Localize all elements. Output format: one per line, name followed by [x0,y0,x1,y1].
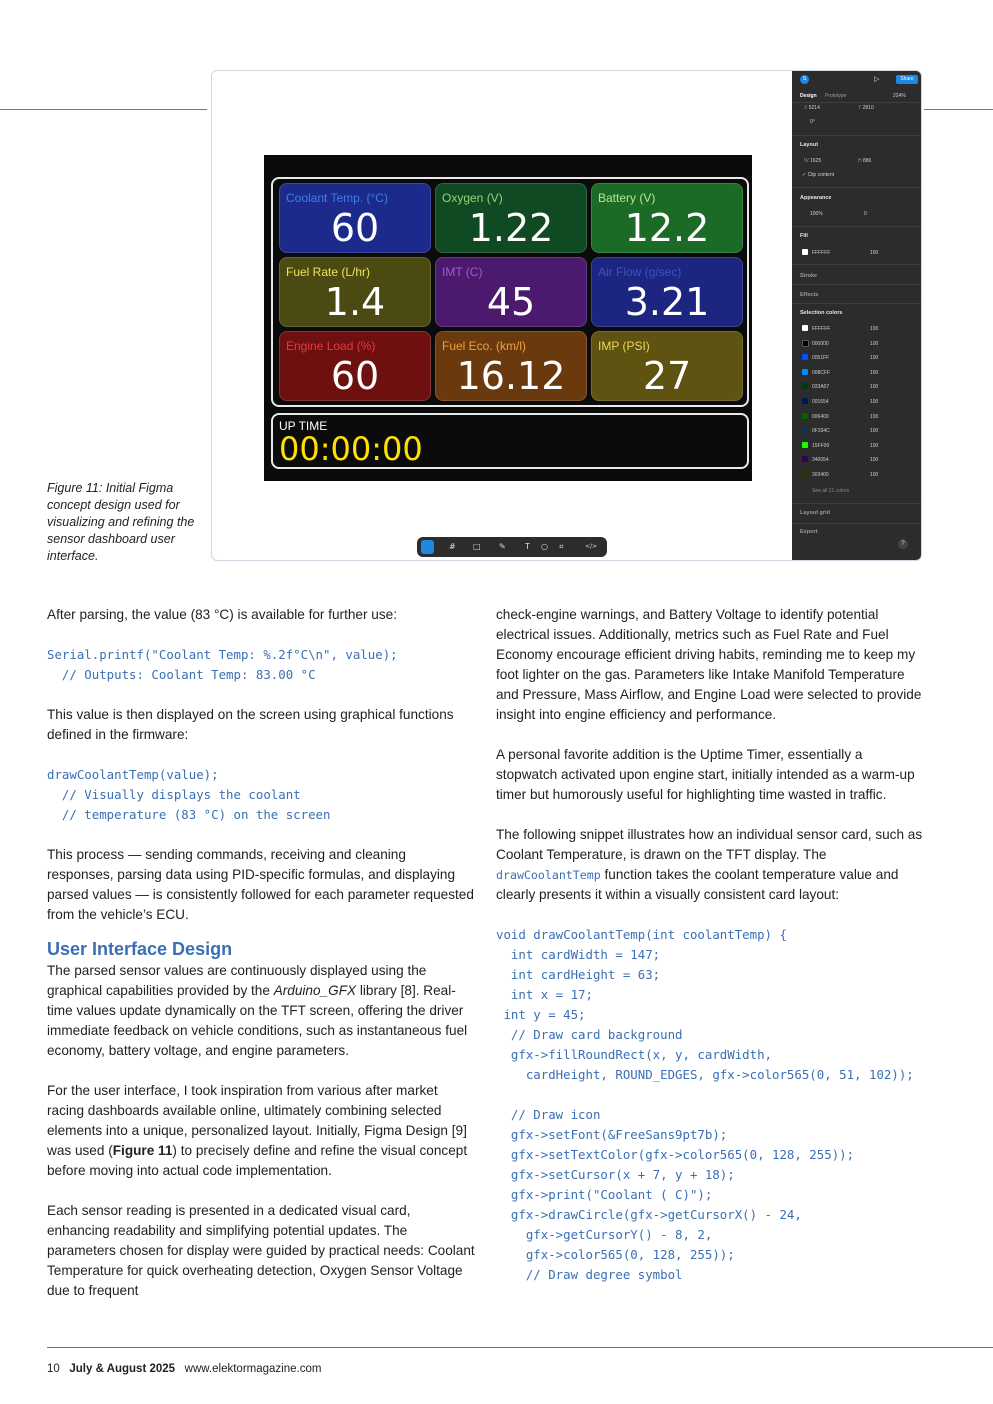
x-value: 5214 [808,105,820,111]
w-field[interactable]: W 1625 [804,158,822,164]
card-label: Air Flow (g/sec) [598,265,682,279]
footer-rule [47,1347,993,1348]
card-label: Battery (V) [598,191,656,205]
color-swatch[interactable] [802,325,808,331]
code-block: Serial.printf("Coolant Temp: %.2f°C\n", value); // Outputs: Coolant Temp: 83.00 °C [47,647,398,682]
text-run: ) to precisely define and refine the visual concept before moving into actual code implementation. [47,1143,468,1178]
text-run: For the user interface, I took inspiration from various after market racing dashboards available online, ultimately combining selected elements into a unique, personalized layout. Initially, Figma Design [9] was used ( [47,1083,467,1158]
color-pct[interactable]: 100 [870,384,879,391]
color-hex[interactable]: 008CFF [812,369,831,376]
dashboard-preview [264,155,752,481]
color-hex[interactable]: 000000 [812,340,829,347]
paragraph: After parsing, the value (83 °C) is available for further use: [47,607,397,622]
figure-caption: Figure 11: Initial Figma concept design used for visualizing and refining the sensor dashboard user interface. [47,481,195,563]
card-value: 1.4 [324,280,386,324]
color-hex[interactable]: 0F334C [812,428,830,435]
color-swatch[interactable] [802,369,808,375]
divider [792,284,921,285]
card-label: Coolant Temp. (°C) [286,191,388,205]
w-value: 1625 [810,158,822,164]
clip-content-checkbox[interactable]: ✓ Clip content [802,172,834,178]
move-tool-button[interactable] [421,540,434,554]
color-swatch[interactable] [802,427,808,433]
paragraph: A personal favorite addition is the Uptime Timer, essentially a stopwatch activated upon engine start, initially intended as a warm-up timer but humorously useful for highlighting time wasted in traffic. [496,747,915,802]
figma-properties-panel [792,71,921,560]
card-fuel-eco [435,331,587,401]
color-pct[interactable]: 100 [870,369,879,376]
pen-tool-icon[interactable]: ✎ [499,542,506,551]
divider [792,102,921,103]
zoom-level[interactable]: 224% [893,93,906,99]
selection-colors-section: Selection colors [800,310,843,316]
color-pct[interactable]: 100 [870,326,879,332]
text-run: The following snippet illustrates how an individual sensor card, such as Coolant Temperature, is drawn on the TFT display. The [496,827,923,862]
y-field[interactable]: Y 2810 [858,105,874,111]
effects-section: Effects [800,292,819,298]
opacity-field[interactable]: 100% [810,211,823,217]
card-label: Oxygen (V) [442,191,503,205]
library-name: Arduino_GFX [273,983,357,998]
card-value: 1.22 [468,206,554,250]
color-hex[interactable]: 15FF00 [812,442,830,449]
color-pct[interactable]: 100 [870,355,879,362]
page-footer [47,1363,321,1375]
card-value: 16.12 [456,354,566,398]
color-pct[interactable]: 100 [870,472,879,478]
see-all-colors-link[interactable]: See all 21 colors [812,488,849,494]
color-hex[interactable]: 303400 [812,472,829,478]
code-block: drawCoolantTemp(value); // Visually displays the coolant // temperature (83 °C) on the screen [47,767,331,822]
h-field[interactable]: H 886 [858,158,872,164]
paragraph: check-engine warnings, and Battery Voltage to identify potential electrical issues. Additionally, metrics such as Fuel Rate and Fuel Economy encourage efficient driving habits, reminding me to keep my foot lighter on the gas. Parameters like Intake Manifold Temperature and Pressure, Mass Airflow, and Engine Load were selected to provide insight into engine efficiency and performance. [496,607,922,722]
sensor-grid [271,177,749,407]
text-run: library [8]. Real-time values update dynamically on the TFT screen, offering the driver immediate feedback on vehicle conditions, such as instantaneous fuel economy, battery voltage, and engine parameters. [47,983,468,1058]
stroke-section: Stroke [800,273,818,279]
color-hex[interactable]: 006400 [812,413,829,420]
card-imp [591,331,743,401]
color-hex[interactable]: 033A07 [812,384,830,391]
color-pct[interactable]: 100 [870,399,879,405]
color-hex[interactable]: 340054 [812,457,829,464]
paragraph [47,961,475,1061]
layout-grid-section: Layout grid [800,510,830,516]
divider [792,187,921,188]
color-pct[interactable]: 100 [870,428,879,435]
card-label: Fuel Eco. (km/l) [442,339,527,353]
card-value: 27 [642,354,692,398]
clip-label: Clip content [807,172,834,178]
color-hex[interactable]: 0051FF [812,355,830,362]
divider [792,303,921,304]
divider [792,264,921,265]
x-field[interactable]: X 5214 [804,105,820,111]
frame-tool-icon[interactable]: # [449,542,456,551]
color-swatch[interactable] [802,456,808,462]
fill-hex[interactable]: FFFFFF [812,250,831,256]
comment-tool-icon[interactable]: ○ [541,542,548,551]
card-value: 3.21 [624,280,710,324]
card-value: 12.2 [624,206,710,250]
text-run: The parsed sensor values are continuously displayed using the graphical capabilities provided by the [47,963,427,998]
card-value: 60 [330,354,380,398]
divider [792,523,921,524]
left-column [47,605,475,1301]
resources-icon[interactable]: ⌗ [559,542,564,551]
card-label: Fuel Rate (L/hr) [286,265,371,279]
color-hex[interactable]: FFFFFF [812,326,831,332]
color-pct[interactable]: 100 [870,457,879,464]
page-number: 10 [47,1363,60,1375]
uptime-value: 00:00:00 [279,430,423,468]
color-pct[interactable]: 100 [870,442,879,449]
color-pct[interactable]: 100 [870,340,879,347]
text-run: function takes the coolant temperature value and clearly presents it within a visually consistent card layout: [496,867,899,902]
share-button[interactable]: Share [896,75,918,84]
color-swatch[interactable] [802,413,808,419]
layout-section: Layout [800,142,819,148]
card-value: 60 [330,206,380,250]
card-label: Engine Load (%) [286,339,376,353]
figma-toolbar [417,537,607,557]
uptime-label: UP TIME [279,419,328,433]
fill-swatch[interactable] [802,249,808,255]
text-tool-icon[interactable]: T [525,542,530,551]
paragraph: This value is then displayed on the screen using graphical functions defined in the firmware: [47,707,454,742]
divider [792,135,921,136]
color-swatch[interactable] [802,398,808,404]
avatar[interactable]: S [800,75,809,84]
color-swatch[interactable] [802,442,808,448]
help-button[interactable]: ? [898,539,908,549]
shape-tool-icon[interactable]: □ [473,542,481,551]
radius-field[interactable]: 0 [864,211,867,217]
rotation-field[interactable]: 0° [810,119,815,125]
tab-design[interactable]: Design [800,93,817,99]
export-section: Export [800,529,818,535]
play-icon[interactable]: ▷ [874,75,880,83]
figure-reference: Figure 11 [112,1143,173,1158]
card-oxygen [435,183,587,253]
uptime-card [271,413,749,469]
card-label: IMP (PSI) [598,339,650,353]
h-value: 886 [863,158,872,164]
website: www.elektormagazine.com [184,1363,322,1375]
dev-mode-icon[interactable]: </> [585,543,598,550]
section-heading: User Interface Design [47,939,233,959]
code-block: void drawCoolantTemp(int coolantTemp) { int cardWidth = 147; int cardHeight = 63; int x = 17; int y = 45; // Draw card background gfx->fillRoundRect(x, y, cardWidth, cardHeight, ROUND_EDGES, gfx->color565(0, 51, 102)); // Draw icon gfx->setFont(&FreeSans9pt7b); gfx->setTextColor(gfx->color565(0, 128, 255)); gfx->setCursor(x + 7, y + 18); gfx->print("Coolant ( C)"); gfx->drawCircle(gfx->getCursorX() - 24, gfx->getCursorY() - 8, 2, gfx->color565(0, 128, 255)); // Draw degree symbol [496,927,914,1282]
inline-code: drawCoolantTemp [496,868,601,882]
card-battery [591,183,743,253]
appearance-section: Appearance [800,195,832,201]
color-pct[interactable]: 100 [870,413,879,420]
right-column [496,605,923,1285]
card-air-flow [591,257,743,327]
fill-pct[interactable]: 100 [870,250,879,256]
color-swatch[interactable] [802,340,809,347]
card-imt [435,257,587,327]
issue-date: July & August 2025 [69,1363,176,1375]
card-engine-load [279,331,431,401]
color-swatch[interactable] [802,354,808,360]
card-fuel-rate [279,257,431,327]
color-swatch[interactable] [802,471,808,477]
y-value: 2810 [862,105,874,111]
paragraph [47,1081,475,1181]
tab-prototype[interactable]: Prototype [825,93,847,99]
top-right-rule [924,109,993,110]
top-left-rule [0,109,207,110]
fill-section: Fill [800,233,808,239]
color-hex[interactable]: 001654 [812,399,829,405]
card-value: 45 [486,280,536,324]
card-label: IMT (C) [442,265,483,279]
paragraph: Each sensor reading is presented in a dedicated visual card, enhancing readability and simplifying potential updates. The parameters chosen for display were guided by practical needs: Coolant Temperature for quick overheating detection, Oxygen Sensor Voltage due to frequent [47,1203,475,1298]
card-coolant [279,183,431,253]
paragraph [496,825,923,905]
divider [792,226,921,227]
figure-11 [211,70,922,561]
color-swatch[interactable] [802,383,808,389]
paragraph: This process — sending commands, receiving and cleaning responses, parsing data using PID-specific formulas, and displaying parsed values — is consistently followed for each parameter requested from the vehicle’s ECU. [47,847,474,922]
divider [792,503,921,504]
